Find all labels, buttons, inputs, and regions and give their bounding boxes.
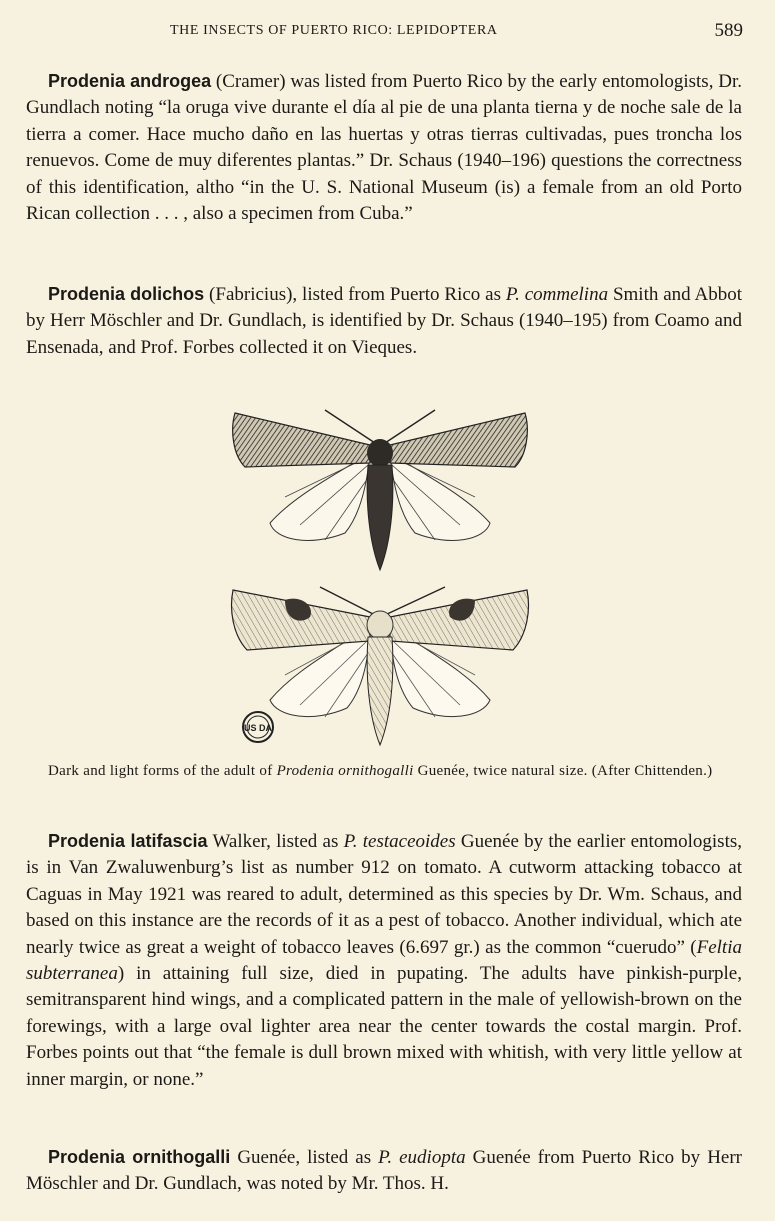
moth-illustration xyxy=(225,405,535,755)
moth-light-form xyxy=(232,587,529,745)
stamp-text: US DA xyxy=(243,723,273,733)
synonym-name: P. commelina xyxy=(505,284,609,305)
species-name: Prodenia dolichos xyxy=(48,284,205,304)
paragraph-text: Guenée by the earlier entomologists, is in Van Zwaluwenburg’s list as number 912 on tomato. A cutworm attacking tobacco at Caguas in May 1921 was reared to adult, determined as this species by Dr. Wm. Schaus, and based on this instance are the records of it as a pest of tobacco. Another individual, which ate nearly twice as great a weight of tobacco leaves (6.697 gr.) as the common “cuerudo” ( xyxy=(26,831,742,958)
running-head xyxy=(0,20,775,44)
page-number: 589 xyxy=(714,20,743,41)
figure-caption: Dark and light forms of the adult of Prodenia ornithogalli Guenée, twice natural size. (After Chittenden.) xyxy=(48,763,713,779)
synonym-name: P. eudiopta xyxy=(378,1147,466,1168)
caption-species-name: Prodenia ornithogalli xyxy=(276,763,414,779)
species-name: Prodenia ornithogalli xyxy=(48,1147,231,1167)
paragraph-prodenia-androgea xyxy=(26,68,742,227)
paragraph-prodenia-latifascia xyxy=(26,828,742,1093)
paragraph-prodenia-ornithogalli xyxy=(26,1144,742,1198)
species-name: Prodenia latifascia xyxy=(48,831,208,851)
synonym-name: P. testaceoides xyxy=(343,831,456,852)
paragraph-text: Guenée from Puerto Rico by Herr Möschler and Dr. Gundlach, was noted by Mr. Thos. H. xyxy=(26,1147,743,1195)
paragraph-text: Smith and Abbot by Herr Möschler and Dr. Gundlach, is identified by Dr. Schaus (1940–195) from Coamo and Ensenada, and Prof. Forbes collected it on Vieques. xyxy=(26,284,743,358)
usda-stamp xyxy=(243,712,273,742)
species-name: Prodenia androgea xyxy=(48,71,212,91)
paragraph-prodenia-dolichos xyxy=(26,281,742,361)
paragraph-text: Guenée, listed as xyxy=(230,1147,379,1168)
paragraph-text: Walker, listed as xyxy=(207,831,344,852)
moth-dark-form xyxy=(233,410,528,570)
running-title: THE INSECTS OF PUERTO RICO: LEPIDOPTERA xyxy=(170,23,498,38)
common-species-name: Feltia subterranea xyxy=(26,936,742,985)
paragraph-text: ) in attaining full size, died in pupating. The adults have pinkish-purple, semitransparent hind wings, and a complicated pattern in the male of yellowish-brown on the forewings, with a large oval lighter area near the center towards the costal margin. Prof. Forbes points out that “the female is dull brown mixed with whitish, with very little yellow at inner margin, or none.” xyxy=(26,963,742,1090)
paragraph-text: (Cramer) was listed from Puerto Rico by the early entomologists, Dr. Gundlach noting “la oruga vive durante el día al pie de una planta tierna y de noche sale de la tierra a comer. Hace mucho daño en las huertas y otras tierras cultivadas, pues troncha los renuevos. Come de muy diferentes plantas.” Dr. Schaus (1940–196) questions the correctness of this identification, altho “in the U. S. National Museum (is) a female from an old Porto Rican collection . . . , also a specimen from Cuba.” xyxy=(26,71,742,225)
paragraph-text: (Fabricius), listed from Puerto Rico as xyxy=(204,284,506,305)
